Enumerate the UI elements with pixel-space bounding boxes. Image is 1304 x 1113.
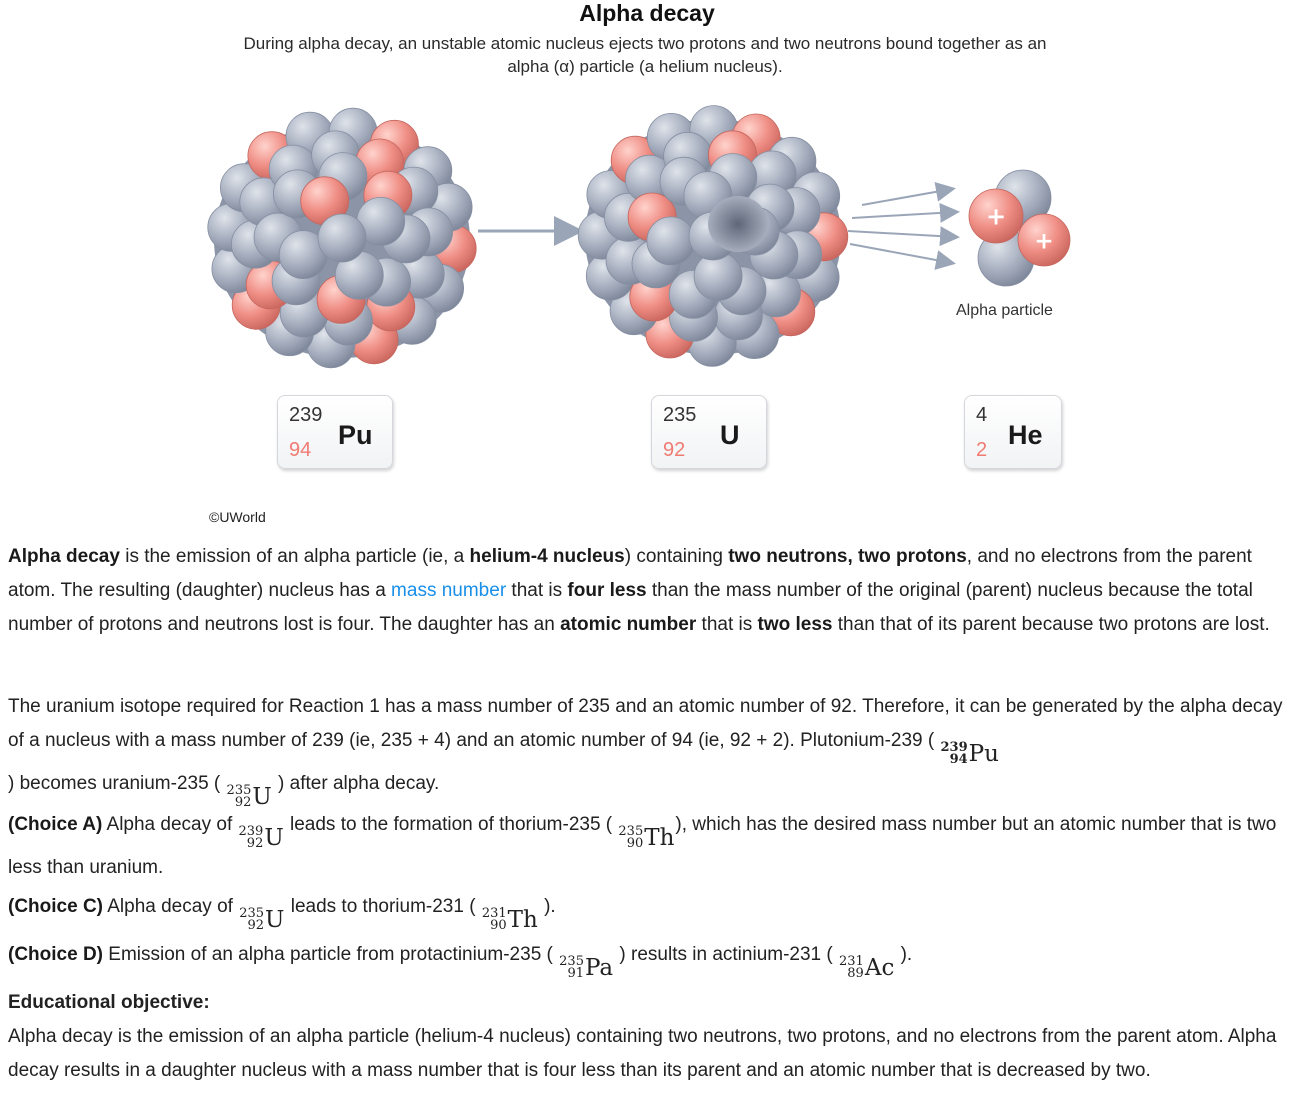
text: ) after alpha decay.: [278, 773, 440, 794]
paragraph-choice-a: [8, 808, 1298, 885]
paragraph-choice-d: [8, 938, 912, 981]
text: ) becomes uranium-235 (: [8, 773, 221, 794]
atomic-number: 94: [949, 752, 968, 767]
educational-objective-text: Alpha decay is the emission of an alpha particle (helium-4 nucleus) containing two neutrons, two protons, and no electrons from the parent atom. Alpha decay results in a daughter nucleus with a mass number that is four less than its parent and an atomic number that is decreased by two.: [8, 1026, 1277, 1081]
nuclide-pu-239: [941, 741, 999, 767]
mass-number: 231: [481, 906, 507, 921]
nuclide-u-239: [239, 825, 284, 851]
nuclide-box-helium: [964, 395, 1062, 469]
text: Alpha decay of: [103, 896, 239, 917]
element-symbol: U: [252, 784, 272, 810]
mass-number: 239: [289, 404, 323, 426]
atomic-number: 90: [626, 836, 644, 851]
proton-plus-sign: +: [1034, 228, 1054, 255]
atomic-number: 92: [234, 795, 252, 810]
nuclide-th-235: [618, 825, 674, 851]
choice-label: (Choice A): [8, 814, 103, 835]
alpha-particle-label: Alpha particle: [956, 302, 1053, 319]
figure-subtitle: During alpha decay, an unstable atomic nucleus ejects two protons and two neutrons bound together as an alpha (α) particle (a helium nucleus).: [243, 34, 1047, 76]
element-symbol: Pa: [584, 955, 614, 981]
nuclide-box-plutonium: [277, 395, 393, 469]
element-symbol: Pu: [968, 741, 999, 767]
nuclide-ac-231: [839, 955, 894, 981]
choice-label: (Choice C): [8, 896, 103, 917]
text: that is: [696, 614, 758, 635]
atomic-number: 92: [247, 918, 265, 933]
nuclei-illustration: [0, 90, 1304, 380]
element-symbol: He: [1008, 420, 1043, 450]
text: ).: [544, 896, 556, 917]
atomic-number: 92: [246, 836, 264, 851]
atomic-number: 89: [847, 966, 864, 981]
term-four-less: four less: [567, 580, 647, 601]
term-two-less: two less: [757, 614, 833, 635]
text: ).: [900, 944, 913, 965]
text: , and no electrons from the parent atom. The resulting (daughter) nucleus has a: [8, 546, 1252, 601]
text: than that of its parent because two protons are lost.: [832, 614, 1270, 635]
emission-arrows: [848, 189, 956, 263]
text: that is: [506, 580, 568, 601]
nuclide-box-uranium: [651, 395, 767, 469]
element-symbol: U: [264, 825, 284, 851]
text: ), which has the desired mass number but an atomic number that is two less than uranium.: [8, 814, 1277, 878]
alpha-particle: [969, 170, 1070, 286]
element-symbol: Th: [507, 907, 538, 933]
choice-label: (Choice D): [8, 944, 103, 965]
text: than the mass number of the original (parent) nucleus because the total number of protons and neutrons lost is four. The daughter has an: [8, 580, 1253, 635]
element-symbol: U: [265, 907, 285, 933]
text: ) containing: [624, 546, 729, 567]
element-symbol: U: [720, 420, 740, 450]
nuclide-u-235: [227, 784, 272, 810]
text: leads to thorium-231 (: [285, 896, 476, 917]
term-alpha-decay: Alpha decay: [8, 546, 120, 567]
mass-number: 239: [940, 740, 968, 755]
daughter-nucleus: [578, 90, 848, 366]
educational-objective-heading: Educational objective:: [8, 992, 210, 1013]
paragraph-choice-c: [8, 890, 556, 933]
mass-number: 235: [559, 954, 584, 969]
text: ) results in actinium-231 (: [619, 944, 833, 965]
mass-number: 4: [976, 404, 988, 426]
text: Emission of an alpha particle from protactinium-235 (: [103, 944, 553, 965]
element-symbol: Ac: [864, 955, 895, 981]
neutron: [318, 214, 366, 262]
mass-number-link[interactable]: mass number: [391, 580, 507, 601]
text: The uranium isotope required for Reaction 1 has a mass number of 235 and an atomic number of 92. Therefore, it can be generated by the alpha decay of a nucleus with a mass number of 239 (ie, 235 + 4) and an atomic number of 94 (ie, 92 + 2). Plutonium-239 (: [8, 696, 1283, 751]
parent-nucleus: [208, 90, 476, 368]
atomic-number: 91: [567, 966, 584, 981]
term-helium-4-nucleus: helium-4 nucleus: [469, 546, 625, 567]
nuclide-pa-235: [559, 955, 613, 981]
paragraph-reaction-1: [8, 690, 1298, 810]
atomic-number: 92: [663, 439, 686, 461]
proton-plus-sign: +: [985, 202, 1007, 231]
paragraph-alpha-decay-definition: [8, 540, 1298, 642]
nuclide-u-235: [239, 907, 284, 933]
neutron: [647, 217, 695, 265]
copyright: ©UWorld: [209, 509, 266, 525]
element-symbol: Pu: [338, 420, 373, 450]
nuclide-th-231: [482, 907, 538, 933]
text: Alpha decay of: [102, 814, 238, 835]
element-symbol: Th: [644, 825, 675, 851]
text: is the emission of an alpha particle (ie, a: [119, 546, 470, 567]
figure-title: Alpha decay: [579, 0, 715, 26]
atomic-number: 94: [289, 439, 312, 461]
mass-number: 235: [239, 906, 265, 921]
term-two-neutrons-two-protons: two neutrons, two protons: [728, 546, 967, 567]
atomic-number: 2: [976, 439, 988, 461]
mass-number: 239: [238, 824, 264, 839]
term-atomic-number: atomic number: [560, 614, 697, 635]
mass-number: 235: [226, 783, 252, 798]
mass-number: 235: [663, 404, 697, 426]
mass-number: 235: [618, 824, 644, 839]
alpha-decay-figure: [0, 0, 1304, 540]
text: leads to the formation of thorium-235 (: [284, 814, 613, 835]
mass-number: 231: [839, 954, 864, 969]
atomic-number: 90: [490, 918, 507, 933]
